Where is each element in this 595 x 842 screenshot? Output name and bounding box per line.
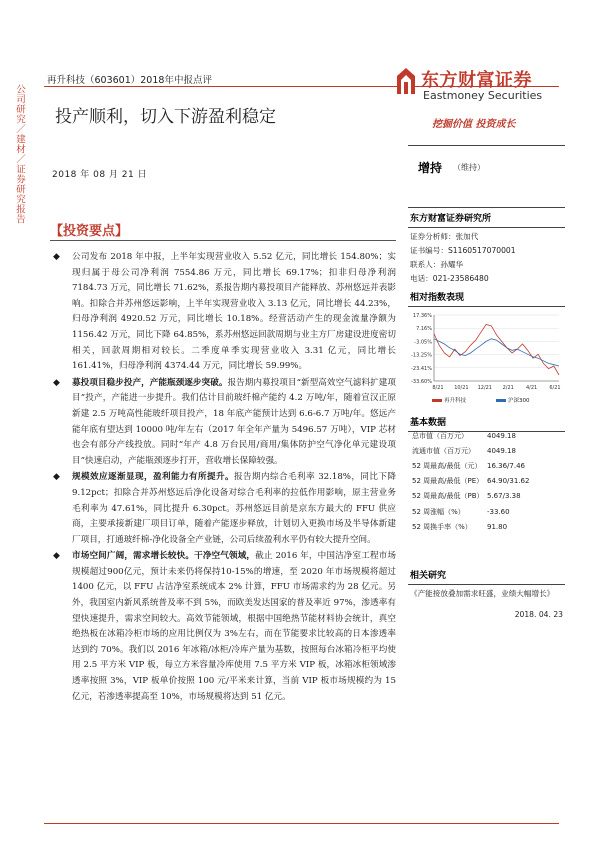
relative-index-chart-svg	[408, 311, 565, 393]
row-value: 91.80	[487, 522, 508, 531]
x-tick-label: 6/21	[549, 385, 561, 391]
row-label: 52 周涨幅（%）	[412, 507, 465, 516]
phone-line: 电话：021-23586480	[410, 274, 489, 283]
related-item-link[interactable]: 《产能接放叠加需求旺盛，业绩大幅增长》	[410, 589, 555, 598]
x-tick-label: 2/21	[502, 385, 514, 391]
y-tick-label: 7.16%	[416, 326, 432, 333]
index-chart-divider	[408, 306, 565, 307]
row-label: 52 周最高/最低（PE）	[412, 477, 484, 486]
list-item	[50, 549, 396, 705]
x-tick-label: 4/21	[525, 385, 538, 391]
footer-divider	[44, 823, 559, 824]
institute-panel	[408, 207, 565, 286]
row-value: 16.36/7.46	[487, 461, 525, 470]
legend-label: 再升科技	[444, 398, 467, 404]
y-tick-label: -3.05%	[414, 339, 432, 346]
related-research	[408, 568, 565, 622]
row-label: 52 周最高/最低（PB）	[412, 492, 484, 501]
rating-divider	[408, 145, 565, 146]
related-date: 2018. 04. 23	[514, 610, 563, 619]
logo-mark-icon	[393, 64, 419, 98]
logo-chinese-name: 东方财富证券	[421, 70, 532, 91]
bullet-text: 截止 2016 年，中国洁净室工程市场规模超过900亿元，预计未来仍将保持10-15%的增速，至 2020 年市场规模将超过 1400 亿元，以 FFU 占洁净室系统成本 2% 计算，FFU 市场需求约为 28 亿元。另外，我国室内新风系统普及率不到 5%，而欧美发达国家的普及率近 97%，渗透率有望快速提升，需求空间较大。高效节能领域，根据中国绝热节能材料协会统计，真空绝热板在冰箱冷柜市场的应用比例仅为 3%左右，而在节能要求比较高的日本渗透率达到约 70%。我们以 2016 年冰箱/冰柜/冷库产量为基数，按照每台冰箱冷柜平均使用 2.5 平方米 VIP 板，每立方米容量冷库使用 7.5 平方米 VIP 板，冰箱冰柜领域渗透率按照 3%，VIP 板单价按照 100 元/平米来计算，当前 VIP 板市场规模约为 15 亿元，若渗透率提高至 10%，市场规模将达到 51 亿元。	[72, 551, 396, 702]
legend-item	[432, 396, 466, 404]
x-tick-label: 10/21	[454, 385, 469, 391]
related-title: 相关研究	[410, 571, 447, 581]
y-tick-label: -23.41%	[411, 365, 432, 372]
row-label: 52 周换手率（%）	[412, 522, 472, 531]
bullet-text: 报告期内募投项目“新型高效空气滤料扩建项目”投产，产能进一步提升。我们估计目前玻纤棉产能约 4.2 万吨/年，随着宣汉正原新建 2.5 万吨高性能玻纤项目投产，18 年底产能预计达到 6.6-6.7 万吨/年。悠远产能年底有望达到 10000 吨/年左右（2017 年全年产量为 5496.57 万吨），VIP 芯材也会有部分产线投放。同时“年产 4.8 万台民用/商用/集体防护空气净化单元建设项目”快速启动，产能瓶颈逐步打开，营收增长保障较强。	[72, 377, 396, 466]
report-date: 2018 年 08 月 21 日	[52, 170, 148, 180]
table-row	[408, 519, 565, 534]
y-tick-label: -33.60%	[411, 379, 432, 385]
legend-swatch-icon	[432, 399, 442, 402]
diamond-bullet-icon: ◆	[53, 472, 60, 483]
stock-header: 再升科技（603601）2018年中报点评	[47, 75, 212, 86]
row-value: 4049.18	[487, 446, 516, 455]
slogan: 挖掘价值 投资成长	[432, 119, 516, 130]
contact-line: 联系人：孙耀华	[410, 260, 464, 269]
row-label: 52 周最高/最低（元）	[412, 461, 482, 470]
bullet-text: 报告期内综合毛利率 32.18%，同比下降 9.12pct；扣除合并苏州悠远后净化设备对综合毛利率的拉低作用影响，原主营业务毛利率为 47.61%，同比提升 6.30pct。苏州悠远目前是京东方最大的 FFU 供应商，主要承接新建厂项目订单，随着产能逐步释放，计划切入更换市场及半导体新建厂项目，打通玻纤棉-净化设备全产业链，公司后续盈利水平仍有较大提升空间。	[72, 472, 396, 545]
row-value: 5.67/3.38	[487, 492, 521, 501]
index-chart-title: 相对指数表现	[410, 293, 465, 303]
key-points-divider	[50, 240, 396, 241]
rating-box	[408, 145, 565, 185]
basic-data-table	[408, 428, 565, 534]
legend-label: 沪深300	[508, 398, 530, 404]
legend-swatch-icon	[496, 399, 506, 402]
diamond-bullet-icon: ◆	[53, 551, 60, 562]
list-item	[50, 376, 396, 470]
legend-item	[496, 396, 530, 404]
basic-data-title: 基本数据	[410, 418, 447, 428]
diamond-bullet-icon: ◆	[53, 377, 60, 388]
table-row	[408, 428, 565, 443]
table-row	[408, 458, 565, 473]
analyst-line: 证券分析师：张加代	[410, 232, 479, 241]
side-vertical-label: 公司研究／建材／证券研究报告	[14, 84, 25, 224]
cert-line: 证书编号：S1160517070001	[410, 246, 516, 255]
key-points-list	[50, 250, 396, 706]
institute-title: 东方财富证券研究所	[410, 214, 492, 224]
chart-legend	[408, 393, 565, 407]
bullet-text: 公司发布 2018 年中报，上半年实现营业收入 5.52 亿元，同比增长 154.80%；实现归属于母公司净利润 7554.86 万元，同比增长 69.17%；扣非归母净利润 7184.73 万元，同比增长 71.62%，系报告期内募投项目产能释放、苏州悠远并表影响。扣除合并苏州悠远影响，上半年实现营业收入 3.13 亿元，同比增长 44.23%，归母净利润 4920.52 万元，同比增长 10.18%。经营活动产生的现金流量净额为 1156.42 万元，同比下降 64.85%，系苏州悠远回款周期与业主方厂房建设进度密切相关，回款周期相对较长。二季度单季实现营业收入 3.31 亿元，同比增长 161.41%，归母净利润 4374.44 万元，同比增长 59.99%。	[72, 252, 396, 372]
row-label: 流通市值（百万元）	[412, 446, 475, 455]
key-points-heading: 【投资要点】	[50, 224, 129, 239]
x-tick-label: 8/21	[432, 385, 444, 391]
report-title: 投产顺利，切入下游盈利稳定	[55, 107, 276, 127]
table-row	[408, 489, 565, 504]
row-value: 64.90/31.62	[487, 477, 530, 486]
rating-sub: （维持）	[453, 163, 485, 172]
rating-value: 增持	[418, 161, 443, 175]
diamond-bullet-icon: ◆	[53, 252, 60, 262]
bullet-lead: 募投项目稳步投产，产能瓶颈逐步突破。	[72, 377, 228, 388]
relative-index-chart	[408, 311, 565, 393]
row-value: -33.60	[487, 507, 510, 516]
company-logo	[393, 64, 573, 104]
y-tick-label: -13.25%	[411, 352, 432, 359]
list-item	[50, 470, 396, 548]
row-label: 总市值（百万元）	[412, 431, 468, 440]
index-chart-header	[408, 290, 565, 307]
logo-english-name: Eastmoney Securities	[423, 89, 543, 102]
bullet-lead: 规模效应逐渐显现，盈利能力有所提升。	[72, 472, 235, 483]
bullet-lead: 市场空间广阔，需求增长较快。干净空气领域，	[72, 551, 256, 562]
table-row	[408, 504, 565, 519]
list-item	[50, 250, 396, 375]
table-row	[408, 474, 565, 489]
institute-contacts	[408, 228, 565, 286]
x-tick-label: 12/21	[477, 385, 493, 391]
table-row	[408, 443, 565, 458]
y-tick-label: 17.36%	[412, 313, 432, 319]
row-value: 4049.18	[487, 431, 516, 440]
